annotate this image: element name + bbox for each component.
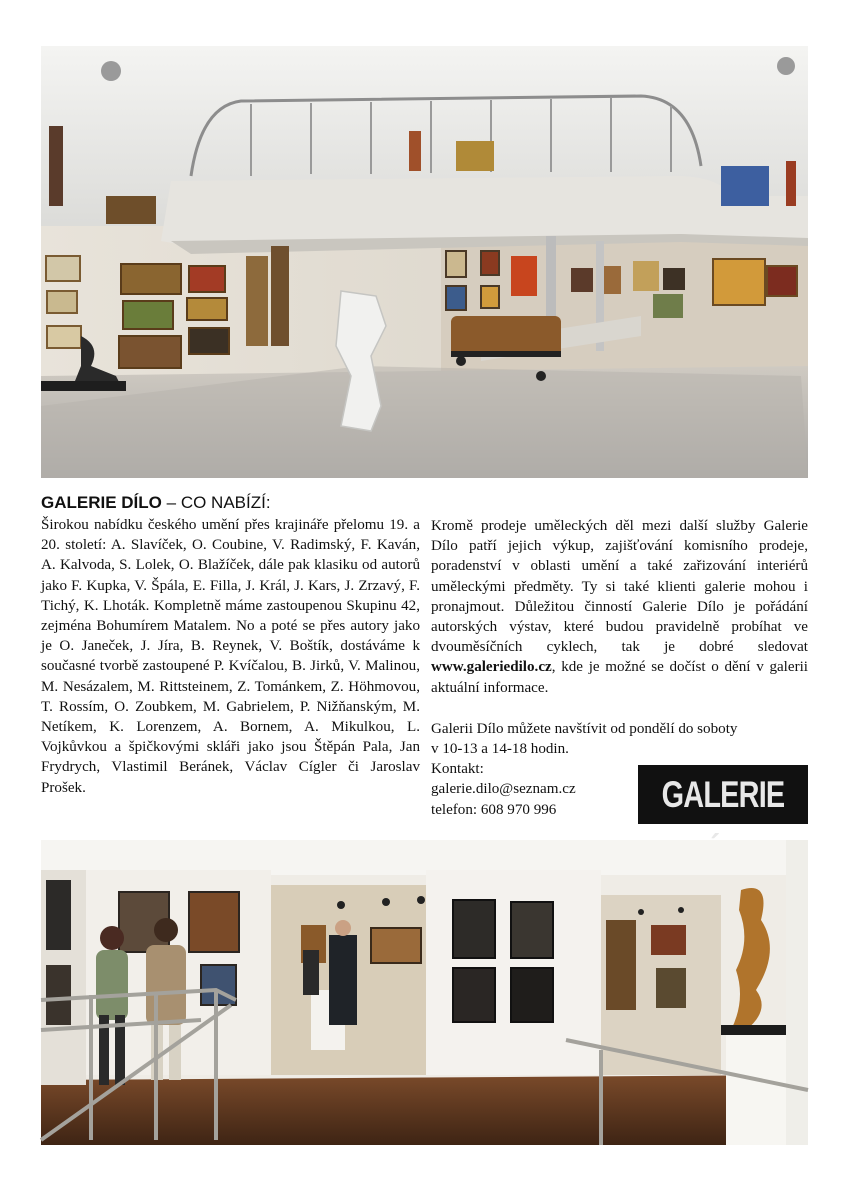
heading-subtitle: – CO NABÍZÍ: xyxy=(166,493,271,512)
gallery-interior-illustration xyxy=(41,46,808,478)
section-heading xyxy=(41,493,271,513)
galerie-dilo-logo xyxy=(638,765,808,824)
artists-paragraph: Širokou nabídku českého umění přes krajináře přelomu 19. a 20. století: A. Slavíček, O. Coubine, V. Radimský, F. Kaván, A. Kalvoda, S. Lolek, O. Blažíček, dále pak klasiku od autorů jako F. Kupka, V. Špála, E. Filla, J. Král, J. Kars, J. Zrzavý, F. Tichý, K. Lhoták. Kompletně máme zastoupenou Skupinu 42, zejména Bohumírem Matalem. No a poté se přes autory jako je O. Janeček, J. Jíra, B. Reynek, V. Boštík, dostáváme k současné tvorbě zastoupené P. Kvíčalou, B. Jirků, V. Malinou, M. Nesázalem, M. Rittsteinem, Z. Tománkem, Z. Höhmovou, T. Rossím, O. Zoubkem, M. Gabrielem, P. Nižňanským, M. Netíkem, K. Lorenzem, A. Bornem, A. Mikulkou, L. Vojkůvkou a špičkovými skláři jako jsou Štěpán Pala, Jan Frydrych, Vlastimil Beránek, Václav Cígler či Jaroslav Prošek. xyxy=(41,517,420,796)
website-link[interactable]: www.galeriedilo.cz xyxy=(431,659,552,676)
contact-phone: telefon: 608 970 996 xyxy=(431,801,557,818)
gallery-interior-photo-bottom xyxy=(41,840,808,1145)
services-paragraph xyxy=(431,516,808,698)
artists-column xyxy=(41,515,420,798)
heading-brand: GALERIE DÍLO xyxy=(41,493,162,512)
services-text-end: , kde je možné se dočíst o dění v galerii aktuální informace. xyxy=(431,659,808,696)
contact-label: Kontakt: xyxy=(431,761,484,778)
opening-hours-line1: Galerii Dílo můžete navštívit od pondělí do soboty xyxy=(431,720,738,737)
gallery-interior-photo-top xyxy=(41,46,808,478)
services-text: Kromě prodeje uměleckých děl mezi další služby Galerie Dílo patří jejich výkup, zajišťování komisního prodeje, poradenství v oblasti umění a také zařizování interiérů uměleckými předměty. Ty si také klienti galerie mohou i pronajmout. Důležitou činností Galerie Dílo je pořádání autorských výstav, které budou pravidelně probíhat ve dvouměsíčních cyklech, tak je dobré sledovat xyxy=(431,518,808,656)
logo-text: GALERIE xyxy=(661,774,785,815)
opening-hours-line2: v 10-13 a 14-18 hodin. xyxy=(431,741,569,758)
contact-email[interactable]: galerie.dilo@seznam.cz xyxy=(431,781,576,798)
exhibition-rooms-illustration xyxy=(41,840,808,1145)
